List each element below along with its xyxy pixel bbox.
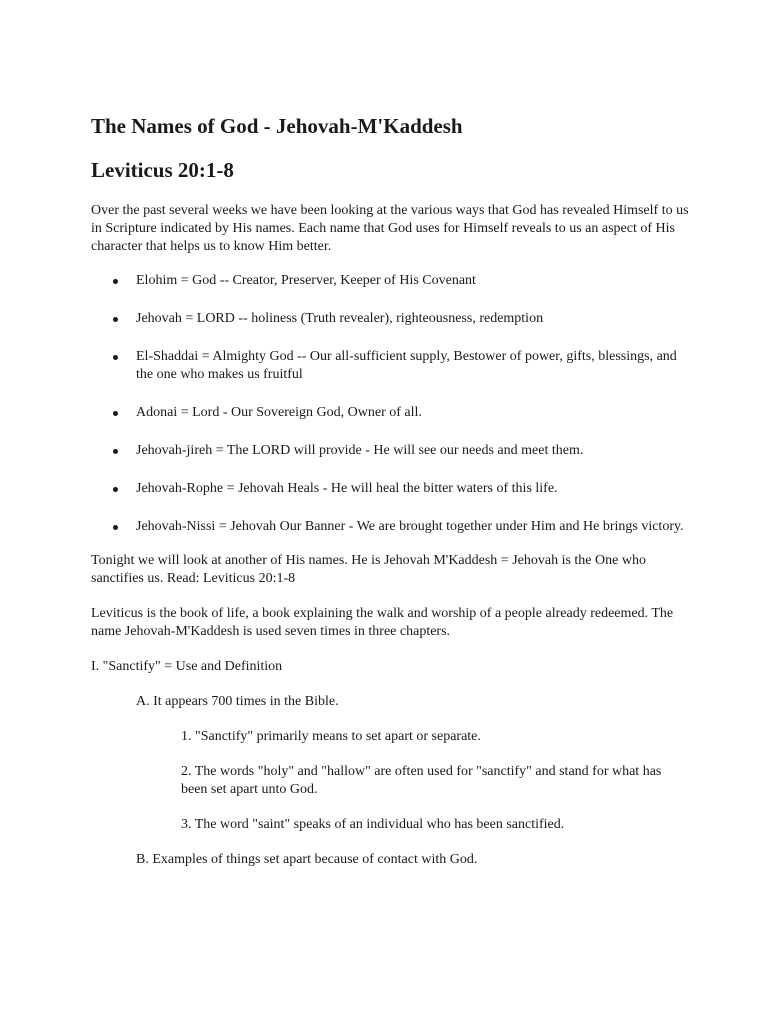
list-item: Jehovah-jireh = The LORD will provide - He will see our needs and meet them.: [91, 442, 691, 460]
list-item: Jehovah-Nissi = Jehovah Our Banner - We are brought together under Him and He brings victory.: [91, 518, 691, 536]
list-item: Adonai = Lord - Our Sovereign God, Owner of all.: [91, 404, 691, 422]
leviticus-paragraph: Leviticus is the book of life, a book explaining the walk and worship of a people already redeemed. The name Jehovah-M'Kaddesh is used seven times in three chapters.: [91, 606, 674, 639]
outline-subpoint-3: 3. The word "saint" speaks of an individual who has been sanctified.: [181, 817, 565, 832]
document-title: The Names of God - Jehovah-M'Kaddesh: [91, 114, 463, 138]
bullet-icon: [113, 279, 118, 284]
bullet-icon: [113, 525, 118, 530]
scripture-reference: Leviticus 20:1-8: [91, 158, 234, 182]
document-page: [91, 112, 691, 869]
names-of-god-list: [91, 272, 691, 536]
outline-section-heading: I. "Sanctify" = Use and Definition: [91, 659, 283, 674]
list-item: El-Shaddai = Almighty God -- Our all-sufficient supply, Bestower of power, gifts, blessings, and the one who makes us fruitful: [91, 348, 691, 384]
bullet-icon: [113, 411, 118, 416]
list-item: Elohim = God -- Creator, Preserver, Keeper of His Covenant: [91, 272, 691, 290]
outline-subpoint-2: 2. The words "holy" and "hallow" are often used for "sanctify" and stand for what has been set apart unto God.: [181, 764, 662, 797]
outline-point-b: B. Examples of things set apart because of contact with God.: [136, 852, 478, 867]
outline-subpoint-1: 1. "Sanctify" primarily means to set apart or separate.: [181, 729, 481, 744]
bullet-icon: [113, 317, 118, 322]
list-item: Jehovah = LORD -- holiness (Truth revealer), righteousness, redemption: [91, 310, 691, 328]
outline-point-a: A. It appears 700 times in the Bible.: [136, 694, 339, 709]
list-item: Jehovah-Rophe = Jehovah Heals - He will heal the bitter waters of this life.: [91, 480, 691, 498]
bullet-icon: [113, 355, 118, 360]
bullet-icon: [113, 487, 118, 492]
intro-paragraph: Over the past several weeks we have been looking at the various ways that God has revealed Himself to us in Scripture indicated by His names. Each name that God uses for Himself reveals to us an aspect of His character that helps us to know Him better.: [91, 203, 689, 254]
tonight-paragraph: Tonight we will look at another of His names. He is Jehovah M'Kaddesh = Jehovah is the One who sanctifies us. Read: Leviticus 20:1-8: [91, 553, 646, 586]
bullet-icon: [113, 449, 118, 454]
